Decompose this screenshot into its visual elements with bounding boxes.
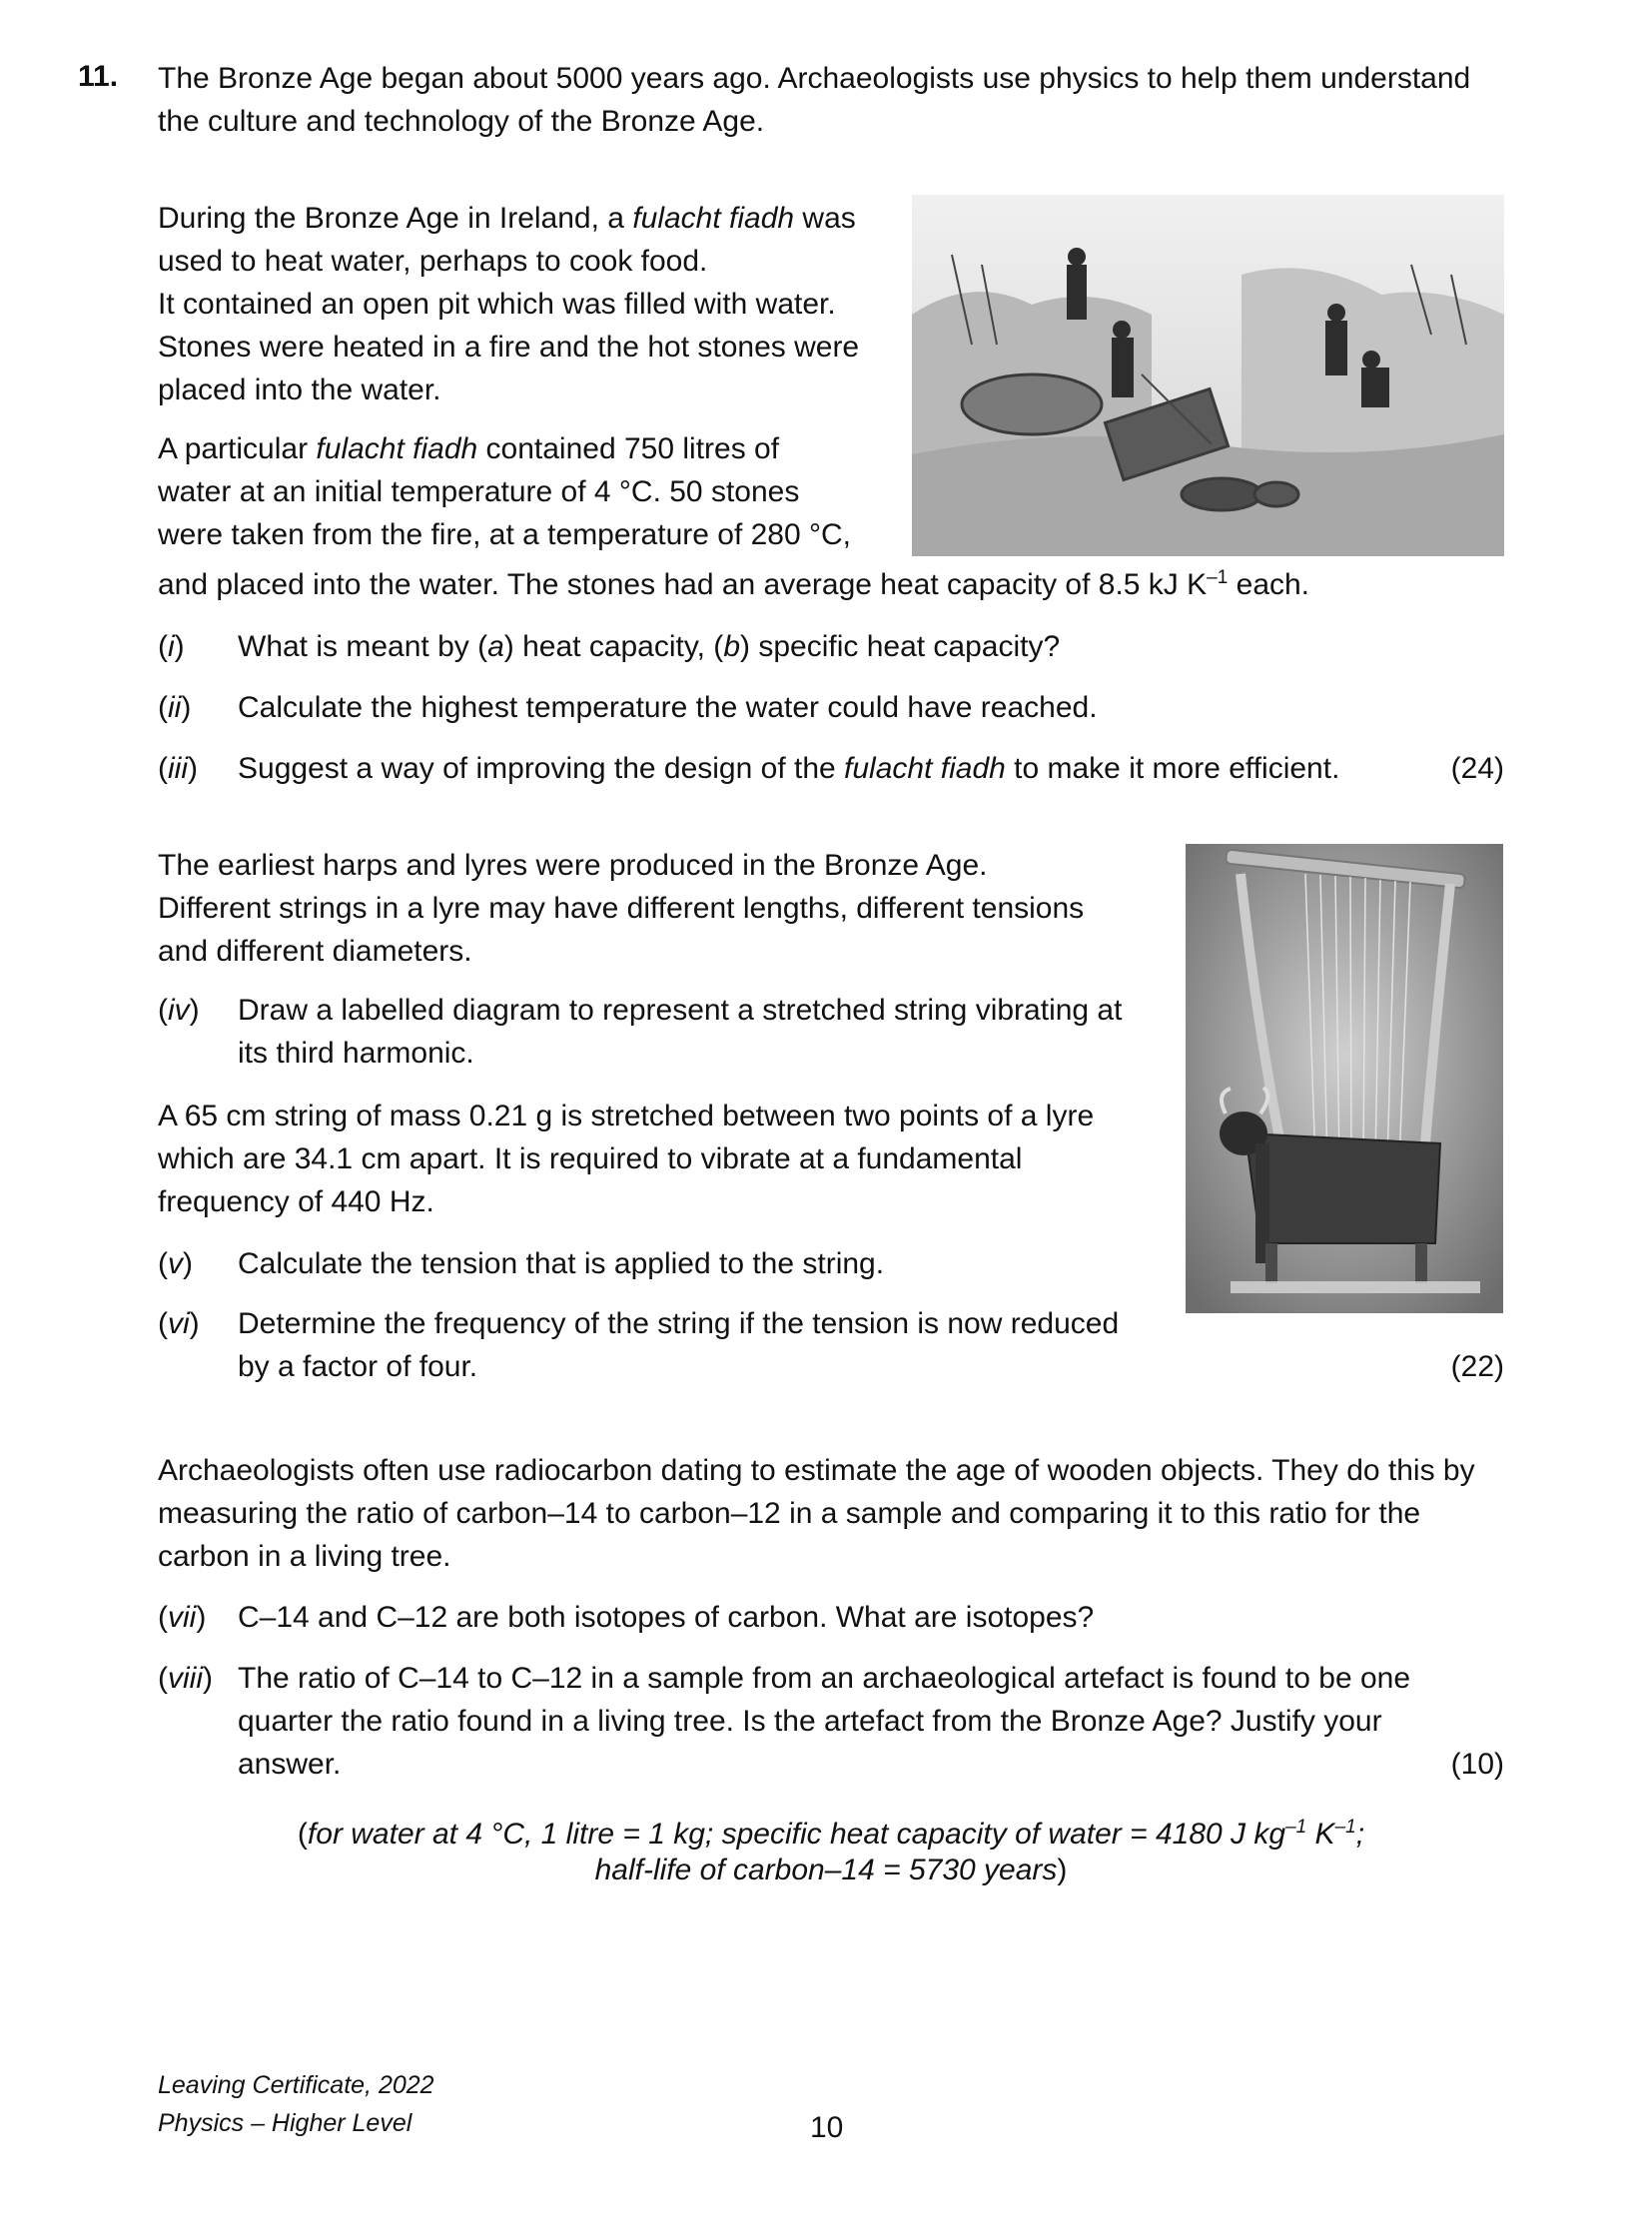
part-c-line-2: measuring the ratio of carbon–14 to carbon–12 in a sample and comparing it to this ratio for the — [158, 1497, 1421, 1530]
data-note-line-2: half-life of carbon–14 = 5730 years) — [594, 1854, 1068, 1886]
question-viii-line-2: quarter the ratio found in a living tree. Is the artefact from the Bronze Age? Justify your — [238, 1705, 1382, 1738]
footer-exam-title: Leaving Certificate, 2022 — [158, 2071, 434, 2099]
data-note-line-1: (for water at 4 °C, 1 litre = 1 kg; specific heat capacity of water = 4180 J $kg^{-1}$ $K^{-1}$; — [297, 1817, 1365, 1851]
question-iv-line-1: Draw a labelled diagram to represent a stretched string vibrating at — [238, 994, 1123, 1027]
footer-subject: Physics – Higher Level — [158, 2109, 413, 2137]
part-b-para-line-3: frequency of 440 Hz. — [158, 1185, 434, 1218]
part-a-para2-line-2: water at an initial temperature of 4 °C. 50 stones — [158, 475, 800, 508]
question-ii-label: (ii) — [158, 691, 192, 724]
question-i — [158, 625, 1456, 668]
question-iii-text: Suggest a way of improving the design of the fulacht fiadh to make it more efficient. — [238, 752, 1340, 785]
question-v-label: (v) — [158, 1247, 193, 1280]
part-b-marks: (22) — [1450, 1350, 1504, 1383]
part-b-para-line-1: A 65 cm string of mass 0.21 g is stretched between two points of a lyre — [158, 1100, 1095, 1132]
fulacht-fiadh-illustration — [912, 195, 1504, 556]
question-v-text: Calculate the tension that is applied to the string. — [238, 1247, 885, 1280]
question-vi-label: (vi) — [158, 1307, 200, 1340]
question-ii-text: Calculate the highest temperature the water could have reached. — [238, 691, 1098, 724]
question-iv — [158, 989, 1157, 1075]
question-viii-line-1: The ratio of C–14 to C–12 in a sample from an archaeological artefact is found to be one — [238, 1662, 1411, 1695]
part-c-line-3: carbon in a living tree. — [158, 1540, 451, 1573]
question-viii-label: (viii) — [158, 1662, 213, 1695]
question-vi-line-1: Determine the frequency of the string if the tension is now reduced — [238, 1307, 1120, 1340]
part-b-line-1: The earliest harps and lyres were produced in the Bronze Age. — [158, 849, 988, 882]
part-a-para2-line-1: A particular fulacht fiadh contained 750 litres of — [158, 432, 780, 465]
question-vii-text: C–14 and C–12 are both isotopes of carbon. What are isotopes? — [238, 1601, 1095, 1634]
part-b-line-2: Different strings in a lyre may have different lengths, different tensions — [158, 892, 1085, 925]
question-vii-label: (vii) — [158, 1601, 207, 1634]
part-a-line-4: Stones were heated in a fire and the hot stones were — [158, 331, 860, 364]
question-vii — [158, 1596, 1504, 1639]
question-ii — [158, 686, 1456, 729]
part-a-marks: (24) — [1450, 752, 1504, 785]
part-b-line-3: and different diameters. — [158, 935, 472, 968]
part-b-para-line-2: which are 34.1 cm apart. It is required to vibrate at a fundamental — [158, 1142, 1023, 1175]
part-c-marks: (10) — [1450, 1748, 1504, 1781]
part-a-line-5: placed into the water. — [158, 373, 441, 406]
part-a-para2-line-3: were taken from the fire, at a temperature of 280 °C, — [158, 518, 851, 551]
intro-line-1: The Bronze Age began about 5000 years ago. Archaeologists use physics to help them understand — [158, 62, 1471, 95]
question-iii-label: (iii) — [158, 752, 198, 785]
part-a-para2-line-4: and placed into the water. The stones had an average heat capacity of 8.5 kJ $K^{-1}$ each. — [158, 567, 1310, 601]
page-number: 10 — [810, 2111, 844, 2144]
question-i-label: (i) — [158, 630, 185, 663]
question-v — [158, 1242, 1157, 1285]
intro-line-2: the culture and technology of the Bronze Age. — [158, 105, 765, 138]
question-number: 11. — [78, 60, 119, 93]
question-iii — [158, 747, 1456, 790]
part-a-line-3: It contained an open pit which was filled with water. — [158, 288, 836, 321]
question-vi — [158, 1302, 1157, 1388]
question-i-text: What is meant by (a) heat capacity, (b) specific heat capacity? — [238, 630, 1061, 663]
question-viii-line-3: answer. — [238, 1748, 342, 1781]
part-c-line-1: Archaeologists often use radiocarbon dating to estimate the age of wooden objects. They do this by — [158, 1454, 1475, 1487]
question-iv-label: (iv) — [158, 994, 200, 1027]
lyre-photograph — [1186, 844, 1503, 1313]
question-viii — [158, 1657, 1504, 1786]
question-iv-line-2: its third harmonic. — [238, 1037, 474, 1070]
part-a-line-2: used to heat water, perhaps to cook food. — [158, 245, 708, 278]
question-vi-line-2: by a factor of four. — [238, 1350, 478, 1383]
part-a-line-1: During the Bronze Age in Ireland, a fulacht fiadh was — [158, 202, 856, 235]
